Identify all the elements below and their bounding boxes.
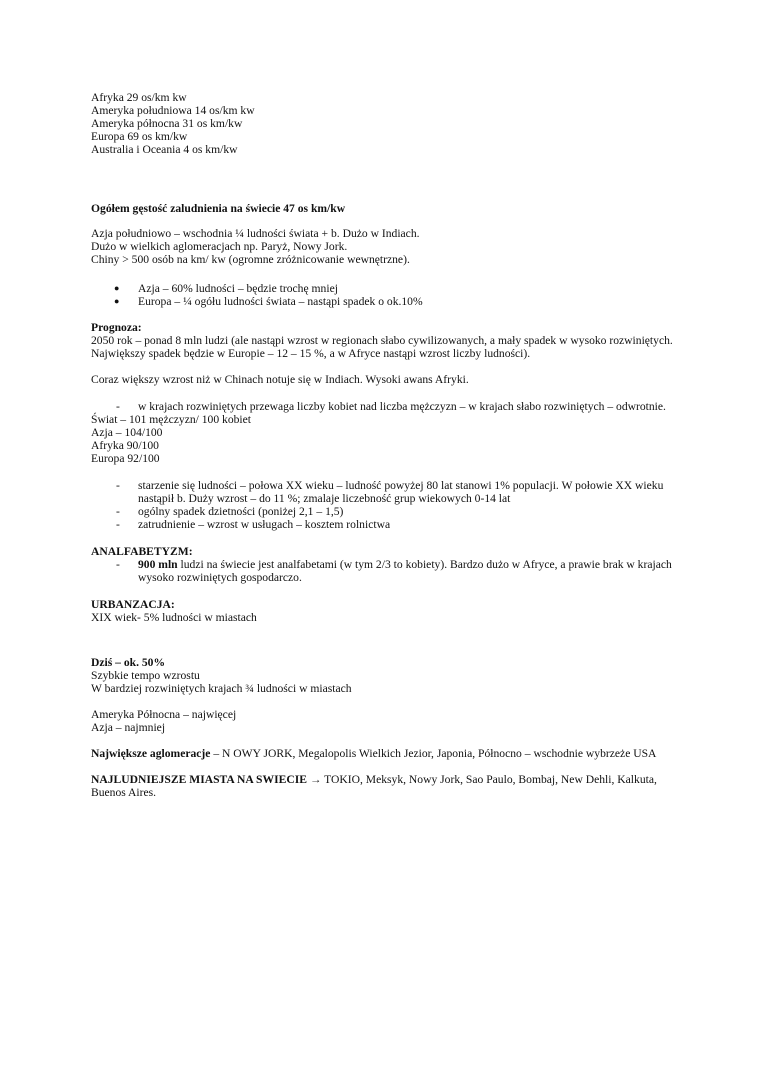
asia-note: Dużo w wielkich aglomeracjach np. Paryż, Nowy Jork. (91, 240, 348, 253)
dash-marker: - (116, 479, 120, 492)
gender-line: Azja – 104/100 (91, 426, 163, 439)
cities-text: TOKIO, Meksyk, Nowy Jork, Sao Paulo, Bombaj, New Dehli, Kalkuta, (321, 773, 657, 786)
urbanization-heading: URBANZACJA: (91, 598, 175, 611)
bullet-item: Europa – ¼ ogółu ludności świata – nastąpi spadek o ok.10% (138, 295, 423, 308)
dash-marker: - (116, 505, 120, 518)
aging-line: zatrudnienie – wzrost w usługach – kosztem rolnictwa (138, 518, 391, 531)
bullet-item: Azja – 60% ludności – będzie trochę mniej (138, 282, 338, 295)
dash-marker: - (116, 558, 120, 571)
cities-line (91, 773, 657, 786)
forecast-line: 2050 rok – ponad 8 mln ludzi (ale nastąpi wzrost w regionach słabo cywilizowanych, a mały spadek w wysoko rozwiniętych. (91, 334, 673, 347)
asia-note: Azja południowo – wschodnia ¼ ludności świata + b. Dużo w Indiach. (91, 227, 420, 240)
gender-line: Europa 92/100 (91, 452, 160, 465)
illiteracy-text: ludzi na świecie jest analfabetami (w tym 2/3 to kobiety). Bardzo dużo w Afryce, a prawie brak w krajach (177, 558, 672, 571)
illiteracy-heading: ANALFABETYZM: (91, 545, 193, 558)
forecast-line: Największy spadek będzie w Europie – 12 – 15 %, a w Afryce nastąpi wzrost liczby ludności). (91, 347, 531, 360)
dash-marker: - (116, 518, 120, 531)
gender-line: Afryka 90/100 (91, 439, 159, 452)
urbanization-line: XIX wiek- 5% ludności w miastach (91, 611, 257, 624)
bullet-icon: ● (114, 296, 120, 306)
urbanization-rank: Ameryka Północna – najwięcej (91, 708, 237, 721)
asia-note: Chiny > 500 osób na km/ kw (ogromne zróżnicowanie wewnętrzne). (91, 253, 410, 266)
gender-line: Świat – 101 mężczyzn/ 100 kobiet (91, 413, 252, 426)
illiteracy-line: wysoko rozwiniętych gospodarczo. (138, 571, 302, 584)
growth-line: Coraz większy wzrost niż w Chinach notuje się w Indiach. Wysoki awans Afryki. (91, 373, 469, 386)
cities-line: Buenos Aires. (91, 786, 157, 799)
gender-dash-line: w krajach rozwiniętych przewaga liczby kobiet nad liczba mężczyzn – w krajach słabo rozwiniętych – odwrotnie. (138, 400, 666, 413)
aging-line: starzenie się ludności – połowa XX wieku – ludność powyżej 80 lat stanowi 1% populacji. W połowie XX wieku (138, 479, 664, 492)
density-line: Europa 69 os km/kw (91, 130, 188, 143)
world-density-heading: Ogółem gęstość zaludnienia na świecie 47 os km/kw (91, 202, 346, 215)
agglomerations-text: – N OWY JORK, Megalopolis Wielkich Jezior, Japonia, Północno – wschodnie wybrzeże USA (210, 747, 657, 760)
aging-line: ogólny spadek dzietności (poniżej 2,1 – 1,5) (138, 505, 344, 518)
density-line: Afryka 29 os/km kw (91, 91, 187, 104)
agglomerations-line (91, 747, 656, 760)
urbanization-rank: Azja – najmniej (91, 721, 166, 734)
density-line: Ameryka północna 31 os km/kw (91, 117, 243, 130)
agglomerations-label: Największe aglomeracje (91, 747, 211, 760)
today-heading: Dziś – ok. 50% (91, 656, 166, 669)
forecast-heading: Prognoza: (91, 321, 142, 334)
arrow-icon: → (309, 773, 322, 786)
aging-line: nastąpił b. Duży wzrost – do 11 %; zmalaje liczebność grup wiekowych 0-14 lat (138, 492, 511, 505)
density-line: Australia i Oceania 4 os km/kw (91, 143, 238, 156)
cities-label: NAJLUDNIEJSZE MIASTA NA SWIECIE (91, 773, 307, 786)
illiteracy-count: 900 mln (138, 558, 178, 571)
dash-marker: - (116, 400, 120, 413)
urbanization-line: Szybkie tempo wzrostu (91, 669, 200, 682)
illiteracy-line (138, 558, 672, 571)
urbanization-line: W bardziej rozwiniętych krajach ¾ ludności w miastach (91, 682, 352, 695)
density-line: Ameryka południowa 14 os/km kw (91, 104, 255, 117)
bullet-icon: ● (114, 283, 120, 293)
